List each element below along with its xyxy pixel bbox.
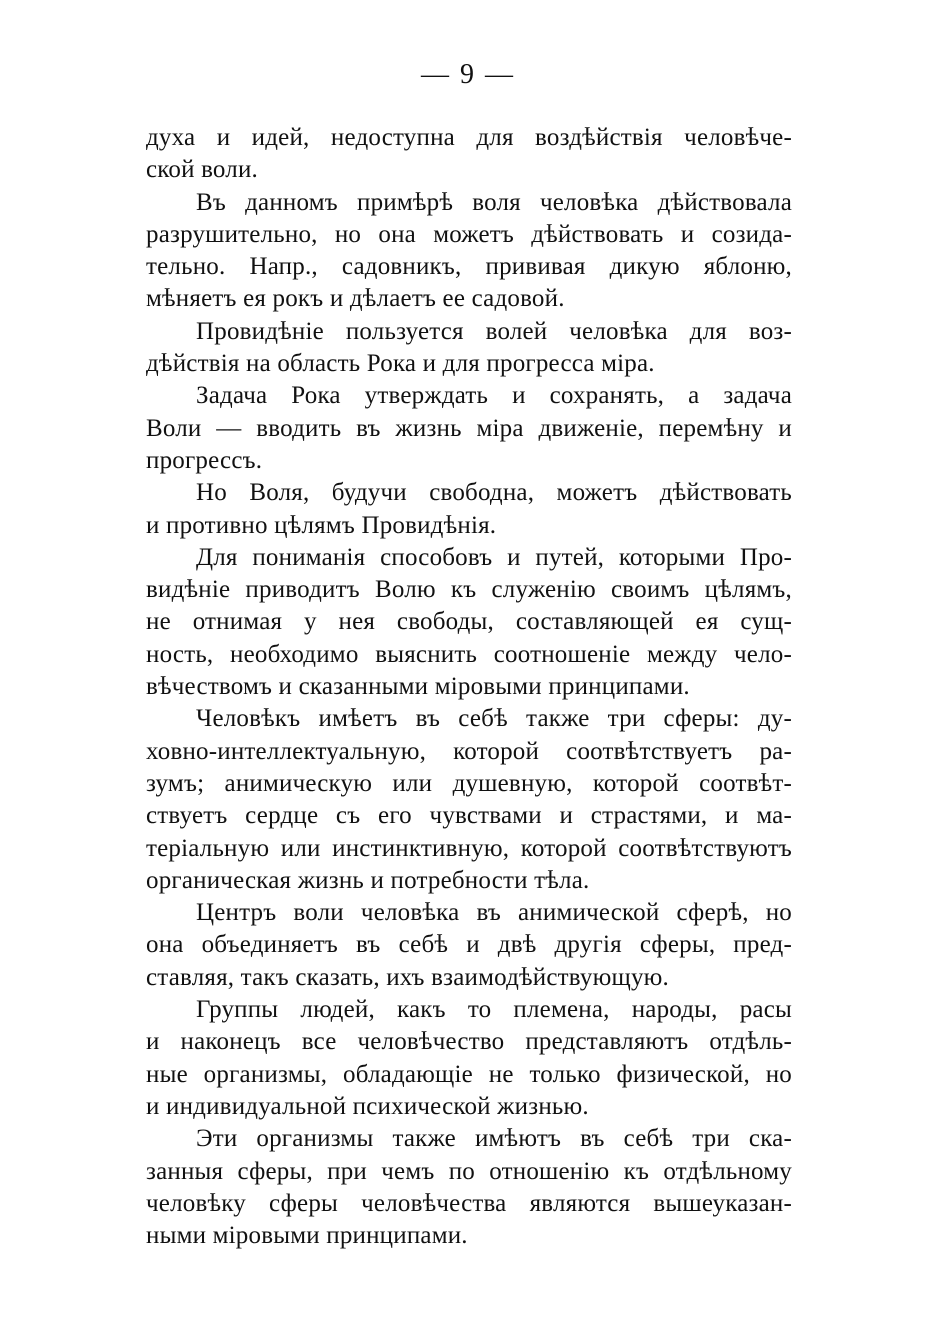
text-line: ской воли. bbox=[146, 156, 259, 184]
text-line: зумъ; анимическую или душевную, которой соотвѣт- bbox=[146, 769, 792, 797]
text-line: органическая жизнь и потребности тѣла. bbox=[146, 866, 590, 894]
text-line: Эти организмы также имѣютъ въ себѣ три ска- bbox=[196, 1125, 792, 1153]
text-line: духа и идей, недоступна для воздѣйствія человѣче- bbox=[146, 124, 792, 151]
text-line: и индивидуальной психической жизнью. bbox=[146, 1092, 589, 1120]
text-line: теріальную или инстинктивную, которой соотвѣтствуютъ bbox=[146, 834, 792, 862]
text-line: ные организмы, обладающіе не только физической, но bbox=[146, 1060, 792, 1088]
text-line: Для пониманія способовъ и путей, которыми Про- bbox=[196, 543, 792, 571]
text-line: Группы людей, какъ то племена, народы, расы bbox=[196, 996, 792, 1024]
text-line: ховно-интеллектуальную, которой соотвѣтствуетъ ра- bbox=[146, 737, 792, 765]
text-line: видѣніе приводитъ Волю къ служенію своимъ цѣлямъ, bbox=[146, 576, 792, 604]
text-line: ствуетъ сердце съ его чувствами и страстями, и ма- bbox=[146, 802, 792, 830]
text-line: прогрессъ. bbox=[146, 446, 263, 474]
text-line: ставляя, такъ сказать, ихъ взаимодѣйствующую. bbox=[146, 963, 669, 991]
text-line: не отнимая у нея свободы, составляющей ея сущ- bbox=[146, 608, 792, 636]
text-line: ными міровыми принципами. bbox=[146, 1222, 468, 1250]
text-line: занныя сферы, при чемъ по отношенію къ отдѣльному bbox=[146, 1157, 792, 1185]
text-line: и наконецъ все человѣчество представляютъ отдѣль- bbox=[146, 1028, 792, 1056]
text-line: Воли — вводить въ жизнь міра движеніе, перемѣну и bbox=[146, 414, 792, 442]
text-line: мѣняетъ ея рокъ и дѣлаетъ ее садовой. bbox=[146, 285, 565, 313]
text-line: ность, необходимо выяснить соотношеніе между чело- bbox=[146, 640, 792, 668]
text-line: она объединяетъ въ себѣ и двѣ другія сферы, пред- bbox=[146, 931, 792, 959]
text-line: человѣку сферы человѣчества являются вышеуказан- bbox=[146, 1189, 792, 1217]
text-line: Центръ воли человѣка въ анимической сферѣ, но bbox=[196, 899, 792, 927]
text-line: разрушительно, но она можетъ дѣйствовать и созида- bbox=[146, 220, 792, 248]
text-line: Человѣкъ имѣетъ въ себѣ также три сферы: ду- bbox=[196, 705, 792, 733]
text-line: вѣчествомъ и сказанными міровыми принципами. bbox=[146, 673, 690, 701]
page-number: — 9 — bbox=[421, 59, 515, 90]
text-line: и противно цѣлямъ Провидѣнія. bbox=[146, 511, 497, 539]
text-line: Въ данномъ примѣрѣ воля человѣка дѣйствовала bbox=[196, 188, 792, 216]
body-text bbox=[146, 122, 792, 1252]
text-line: Провидѣніе пользуется волей человѣка для воз- bbox=[196, 317, 792, 345]
text-line: Но Воля, будучи свободна, можетъ дѣйствовать bbox=[196, 479, 792, 507]
text-line: дѣйствія на область Рока и для прогресса міра. bbox=[146, 350, 655, 378]
text-line: Задача Рока утверждать и сохранять, а задача bbox=[196, 382, 792, 410]
text-line: тельно. Напр., садовникъ, прививая дикую яблоню, bbox=[146, 253, 792, 281]
